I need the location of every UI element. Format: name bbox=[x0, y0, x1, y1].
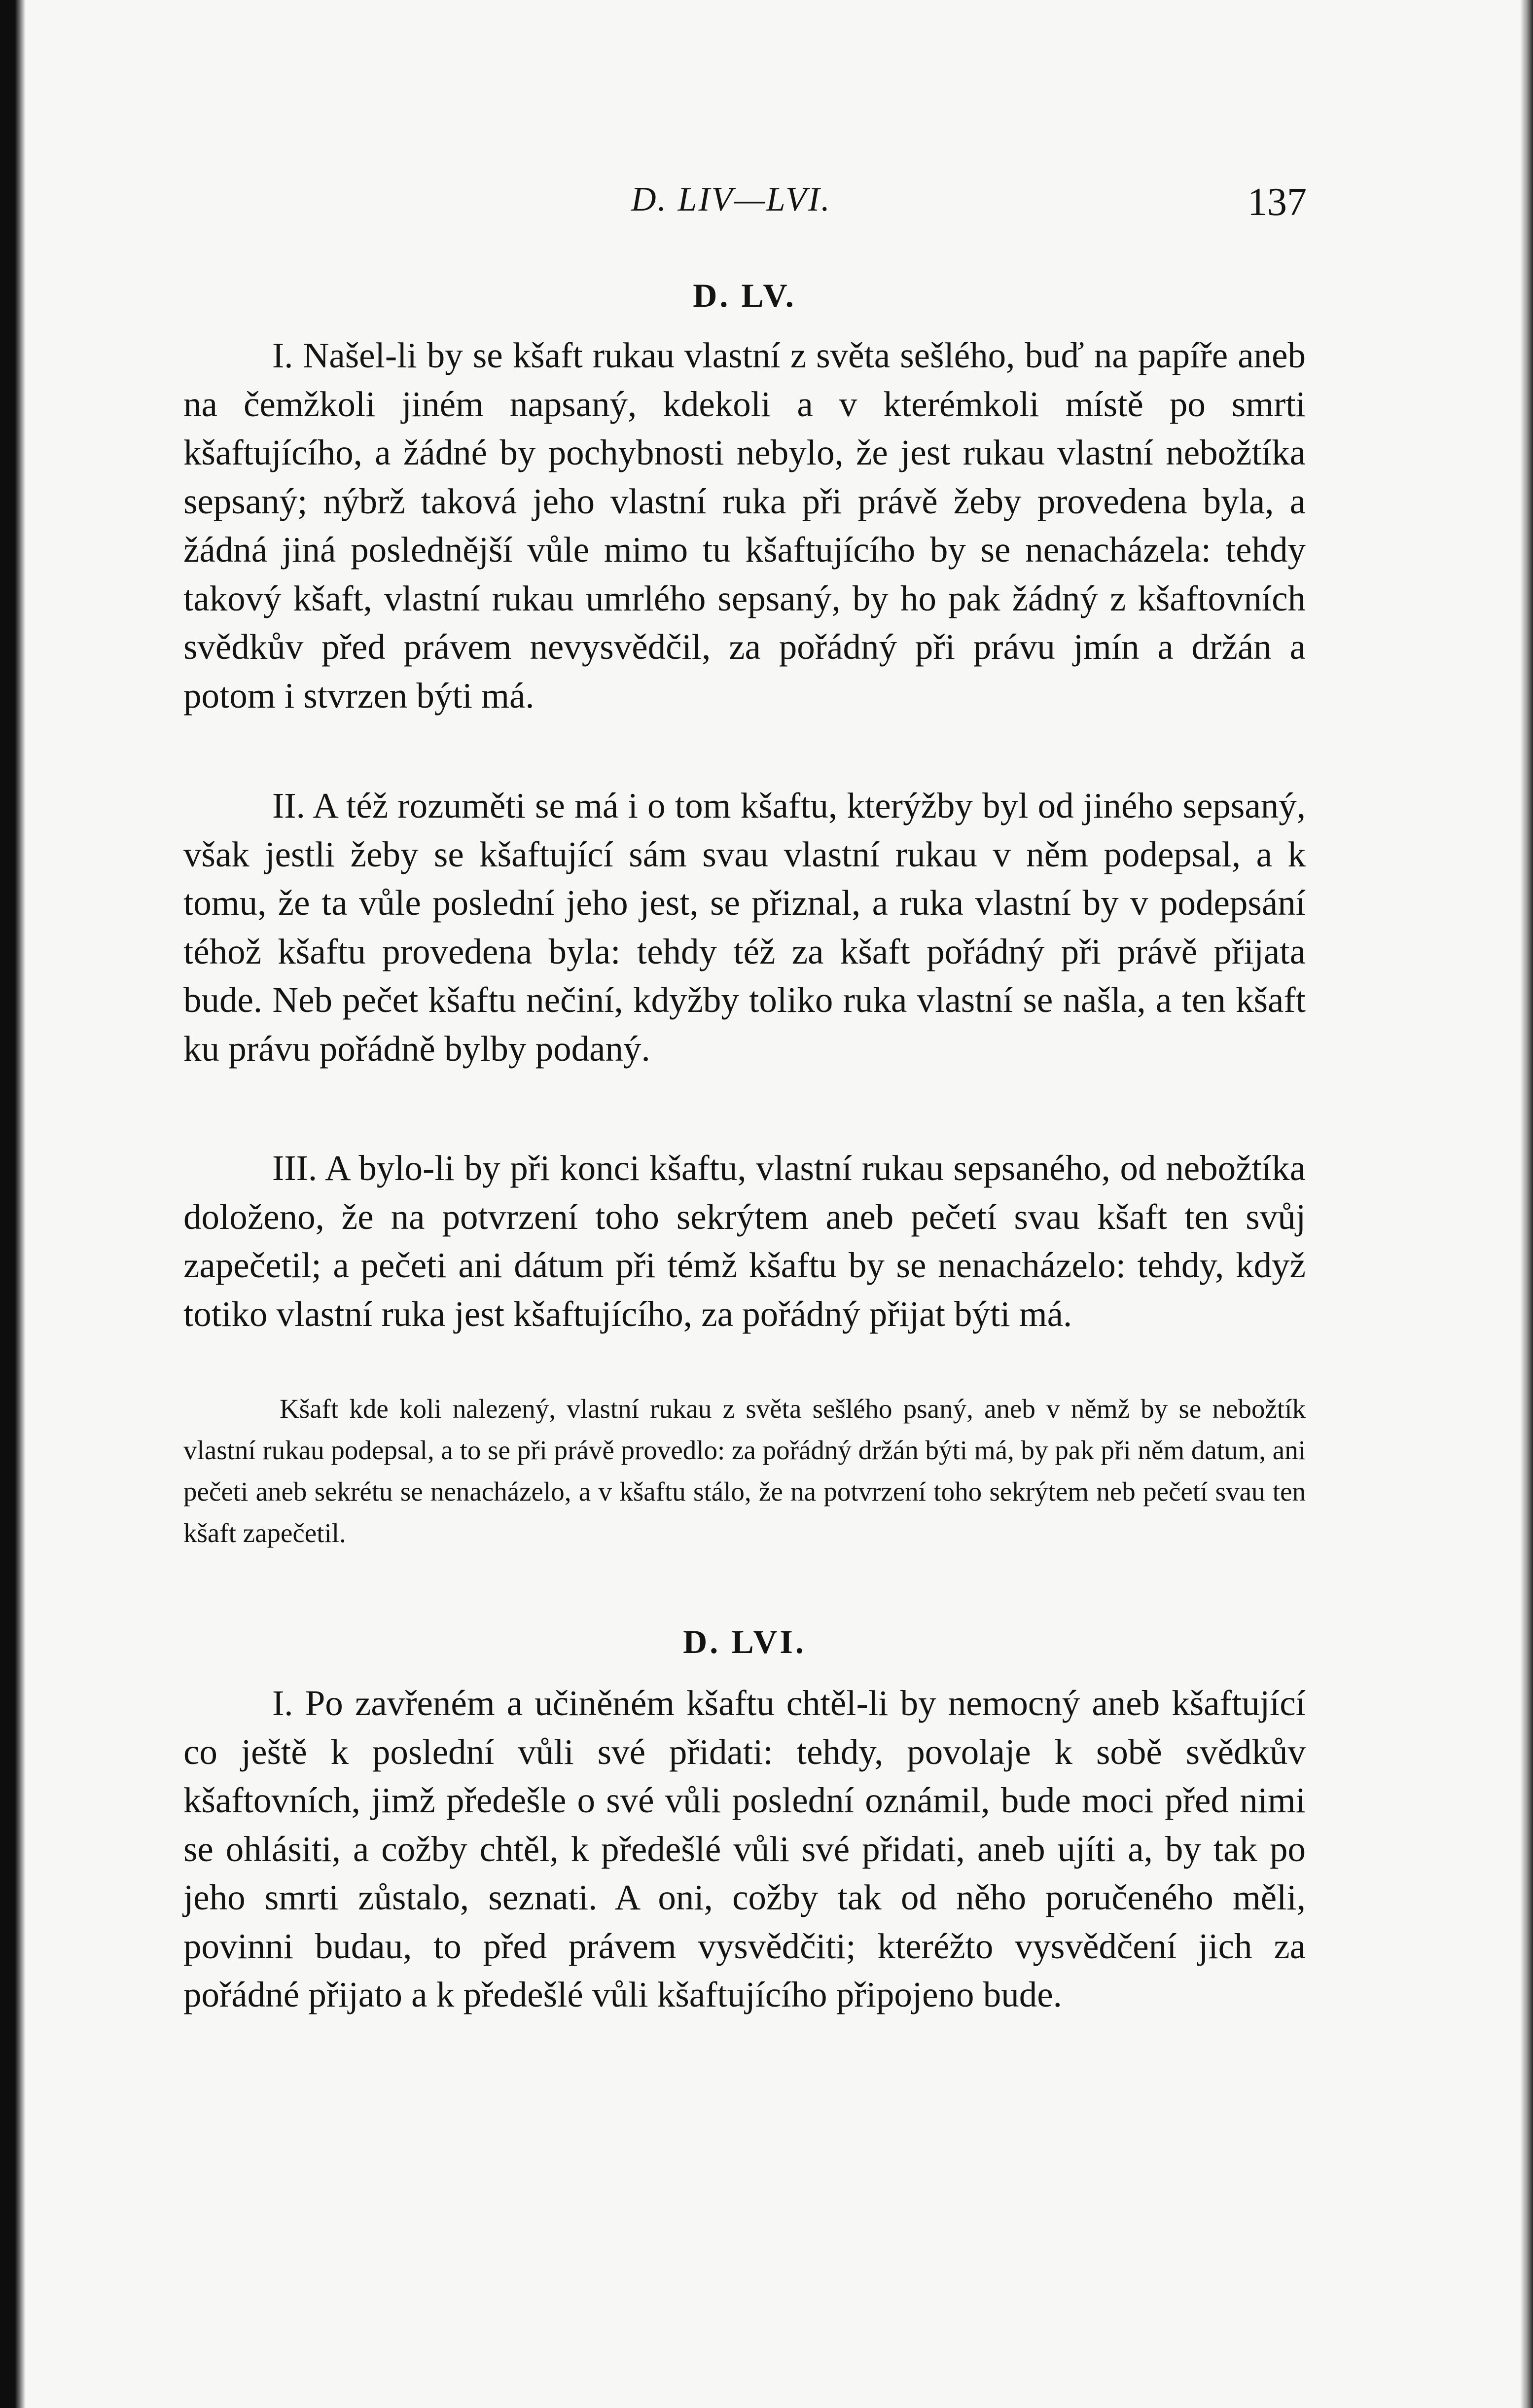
page-number: 137 bbox=[1248, 180, 1307, 224]
scan-edge-right bbox=[1520, 0, 1533, 2408]
scan-edge-left bbox=[0, 0, 26, 2408]
paragraph-lv-1: I. Našel-li by se kšaft rukau vlastní z světa sešlého, buď na papíře aneb na čemžkoli jiném napsaný, kdekoli a v kterémkoli místě po smrti kšaftujícího, a žádné by pochybnosti nebylo, že jest rukau vlastní nebožtíka sepsaný; nýbrž taková jeho vlastní ruka při právě žeby provedena byla, a žádná jiná poslednější vůle mimo tu kšaftujícího by se nenacházela: tehdy takový kšaft, vlastní rukau umrlého sepsaný, by ho pak žádný z kšaftovních svědkův před právem nevysvědčil, za pořádný při právu jmín a držán a potom i stvrzen býti má. bbox=[183, 335, 1306, 716]
section-title-lv: D. LV. bbox=[693, 277, 796, 314]
running-title: D. LIV—LVI. bbox=[631, 180, 831, 218]
paragraph-lvi-1: I. Po zavřeném a učiněném kšaftu chtěl-li by nemocný aneb kšaftující co ještě k poslední vůli své přidati: tehdy, povolaje k sobě svědkův kšaftovních, jimž předešle o své vůli poslední oznámil, bude moci před nimi se ohlásiti, a cožby chtěl, k předešlé vůli své přidati, aneb ujíti a, by tak po jeho smrti zůstalo, seznati. A oni, cožby tak od něho poručeného měli, povinni budau, to před právem vysvědčiti; kteréžto vysvědčení jich za pořádné přijato a k předešlé vůli kšaftujícího připojeno bude. bbox=[183, 1683, 1306, 2014]
summary-note-lv: Kšaft kde koli nalezený, vlastní rukau z světa sešlého psaný, aneb v němž by se nebožtík vlastní rukau podepsal, a to se při právě provedlo: za pořádný držán býti má, by pak při něm datum, ani pečeti aneb sekrétu se nenacházelo, a v kšaftu stálo, že na potvrzení toho sekrýtem neb pečetí svau ten kšaft zapečetil. bbox=[183, 1394, 1306, 1548]
paragraph-lv-3: III. A bylo-li by při konci kšaftu, vlastní rukau sepsaného, od nebožtíka doloženo, že na potvrzení toho sekrýtem aneb pečetí svau kšaft ten svůj zapečetil; a pečeti ani dátum při témž kšaftu by se nenacházelo: tehdy, když totiko vlastní ruka jest kšaftujícího, za pořádný přijat býti má. bbox=[183, 1148, 1306, 1334]
paragraph-lv-2: II. A též rozuměti se má i o tom kšaftu, kterýžby byl od jiného sepsaný, však jestli žeby se kšaftující sám svau vlastní rukau v něm podepsal, a k tomu, že ta vůle poslední jeho jest, se přiznal, a ruka vlastní by v podepsání téhož kšaftu provedena byla: tehdy též za kšaft pořádný při právě přijata bude. Neb pečet kšaftu nečiní, kdyžby toliko ruka vlastní se našla, a ten kšaft ku právu pořádně bylby podaný. bbox=[183, 786, 1306, 1069]
section-title-lvi: D. LVI. bbox=[683, 1623, 806, 1660]
